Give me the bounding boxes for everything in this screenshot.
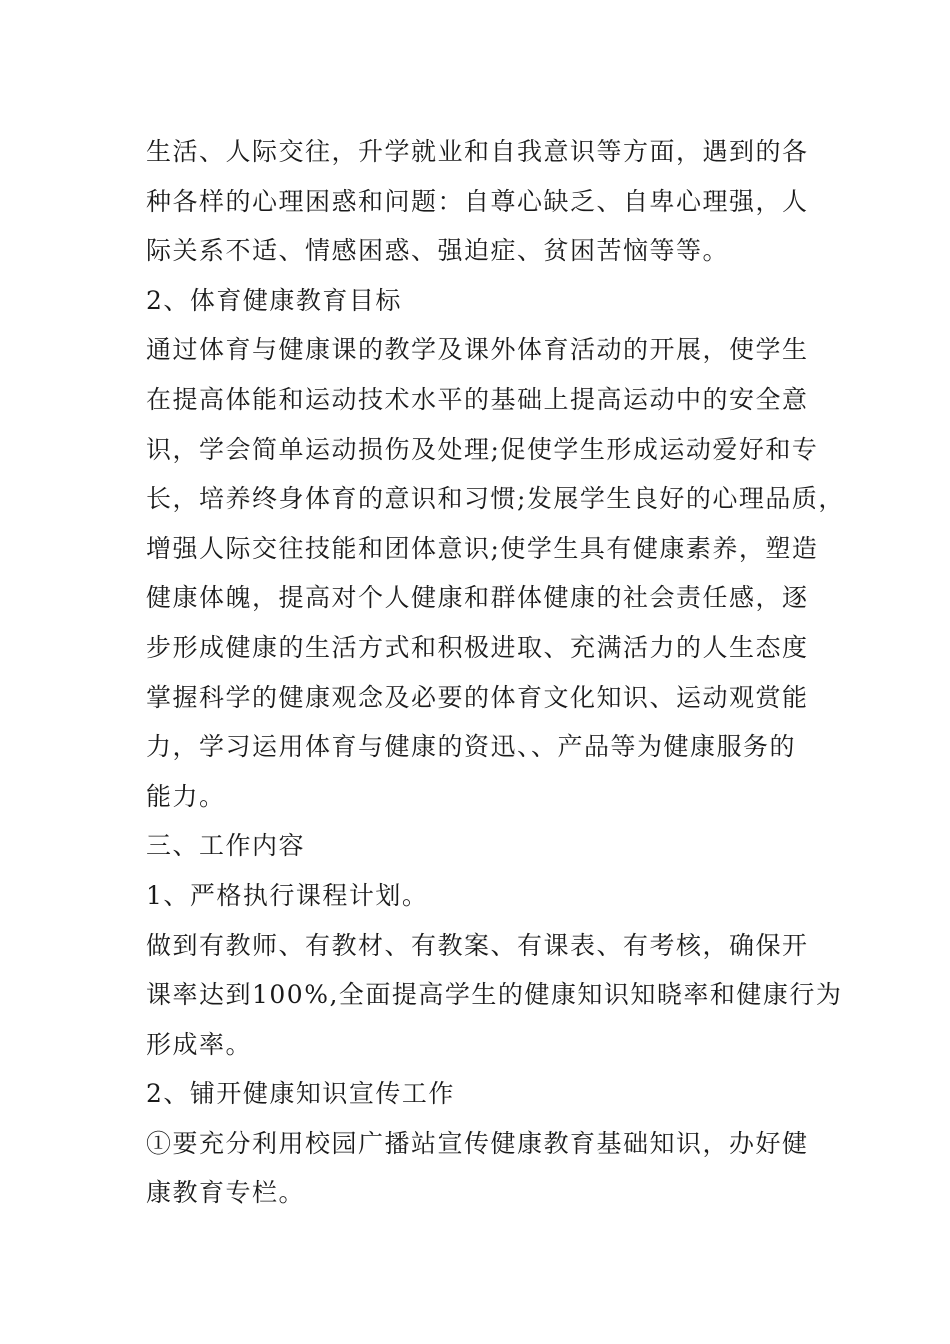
text-line: 形成率。: [146, 1029, 253, 1059]
section-heading: 三、工作内容: [146, 831, 306, 861]
text-line: 增强人际交往技能和团体意识;使学生具有健康素养，塑造: [146, 533, 819, 563]
text-line: 在提高体能和运动技术水平的基础上提高运动中的安全意: [146, 384, 809, 414]
section-heading: 1、严格执行课程计划。: [146, 880, 429, 910]
text-line: 能力。: [146, 781, 226, 811]
text-line: ①要充分利用校园广播站宣传健康教育基础知识，办好健: [146, 1128, 809, 1158]
text-line: 长，培养终身体育的意识和习惯;发展学生良好的心理品质，: [146, 484, 845, 514]
text-line: 际关系不适、情感困惑、强迫症、贫困苦恼等等。: [146, 236, 730, 266]
text-line: 步形成健康的生活方式和积极进取、充满活力的人生态度: [146, 632, 809, 662]
text-line: 做到有教师、有教材、有教案、有课表、有考核，确保开: [146, 930, 809, 960]
text-line: 掌握科学的健康观念及必要的体育文化知识、运动观赏能: [146, 682, 809, 712]
text-line: 康教育专栏。: [146, 1178, 306, 1208]
document-body: [146, 127, 845, 1218]
section-heading: 2、铺开健康知识宣传工作: [146, 1079, 455, 1109]
text-line: 识，学会简单运动损伤及处理;促使学生形成运动爱好和专: [146, 434, 819, 464]
text-line: 通过体育与健康课的教学及课外体育活动的开展，使学生: [146, 335, 809, 365]
text-line: 生活、人际交往，升学就业和自我意识等方面，遇到的各: [146, 137, 809, 166]
text-line: 健康体魄，提高对个人健康和群体健康的社会责任感，逐: [146, 583, 809, 613]
section-heading: 2、体育健康教育目标: [146, 285, 402, 315]
text-line: 课率达到100%,全面提高学生的健康知识知晓率和健康行为: [146, 980, 843, 1010]
text-line: 种各样的心理困惑和问题：自尊心缺乏、自卑心理强，人: [146, 186, 809, 216]
text-line: 力，学习运用体育与健康的资迅、、产品等为健康服务的: [146, 732, 797, 762]
